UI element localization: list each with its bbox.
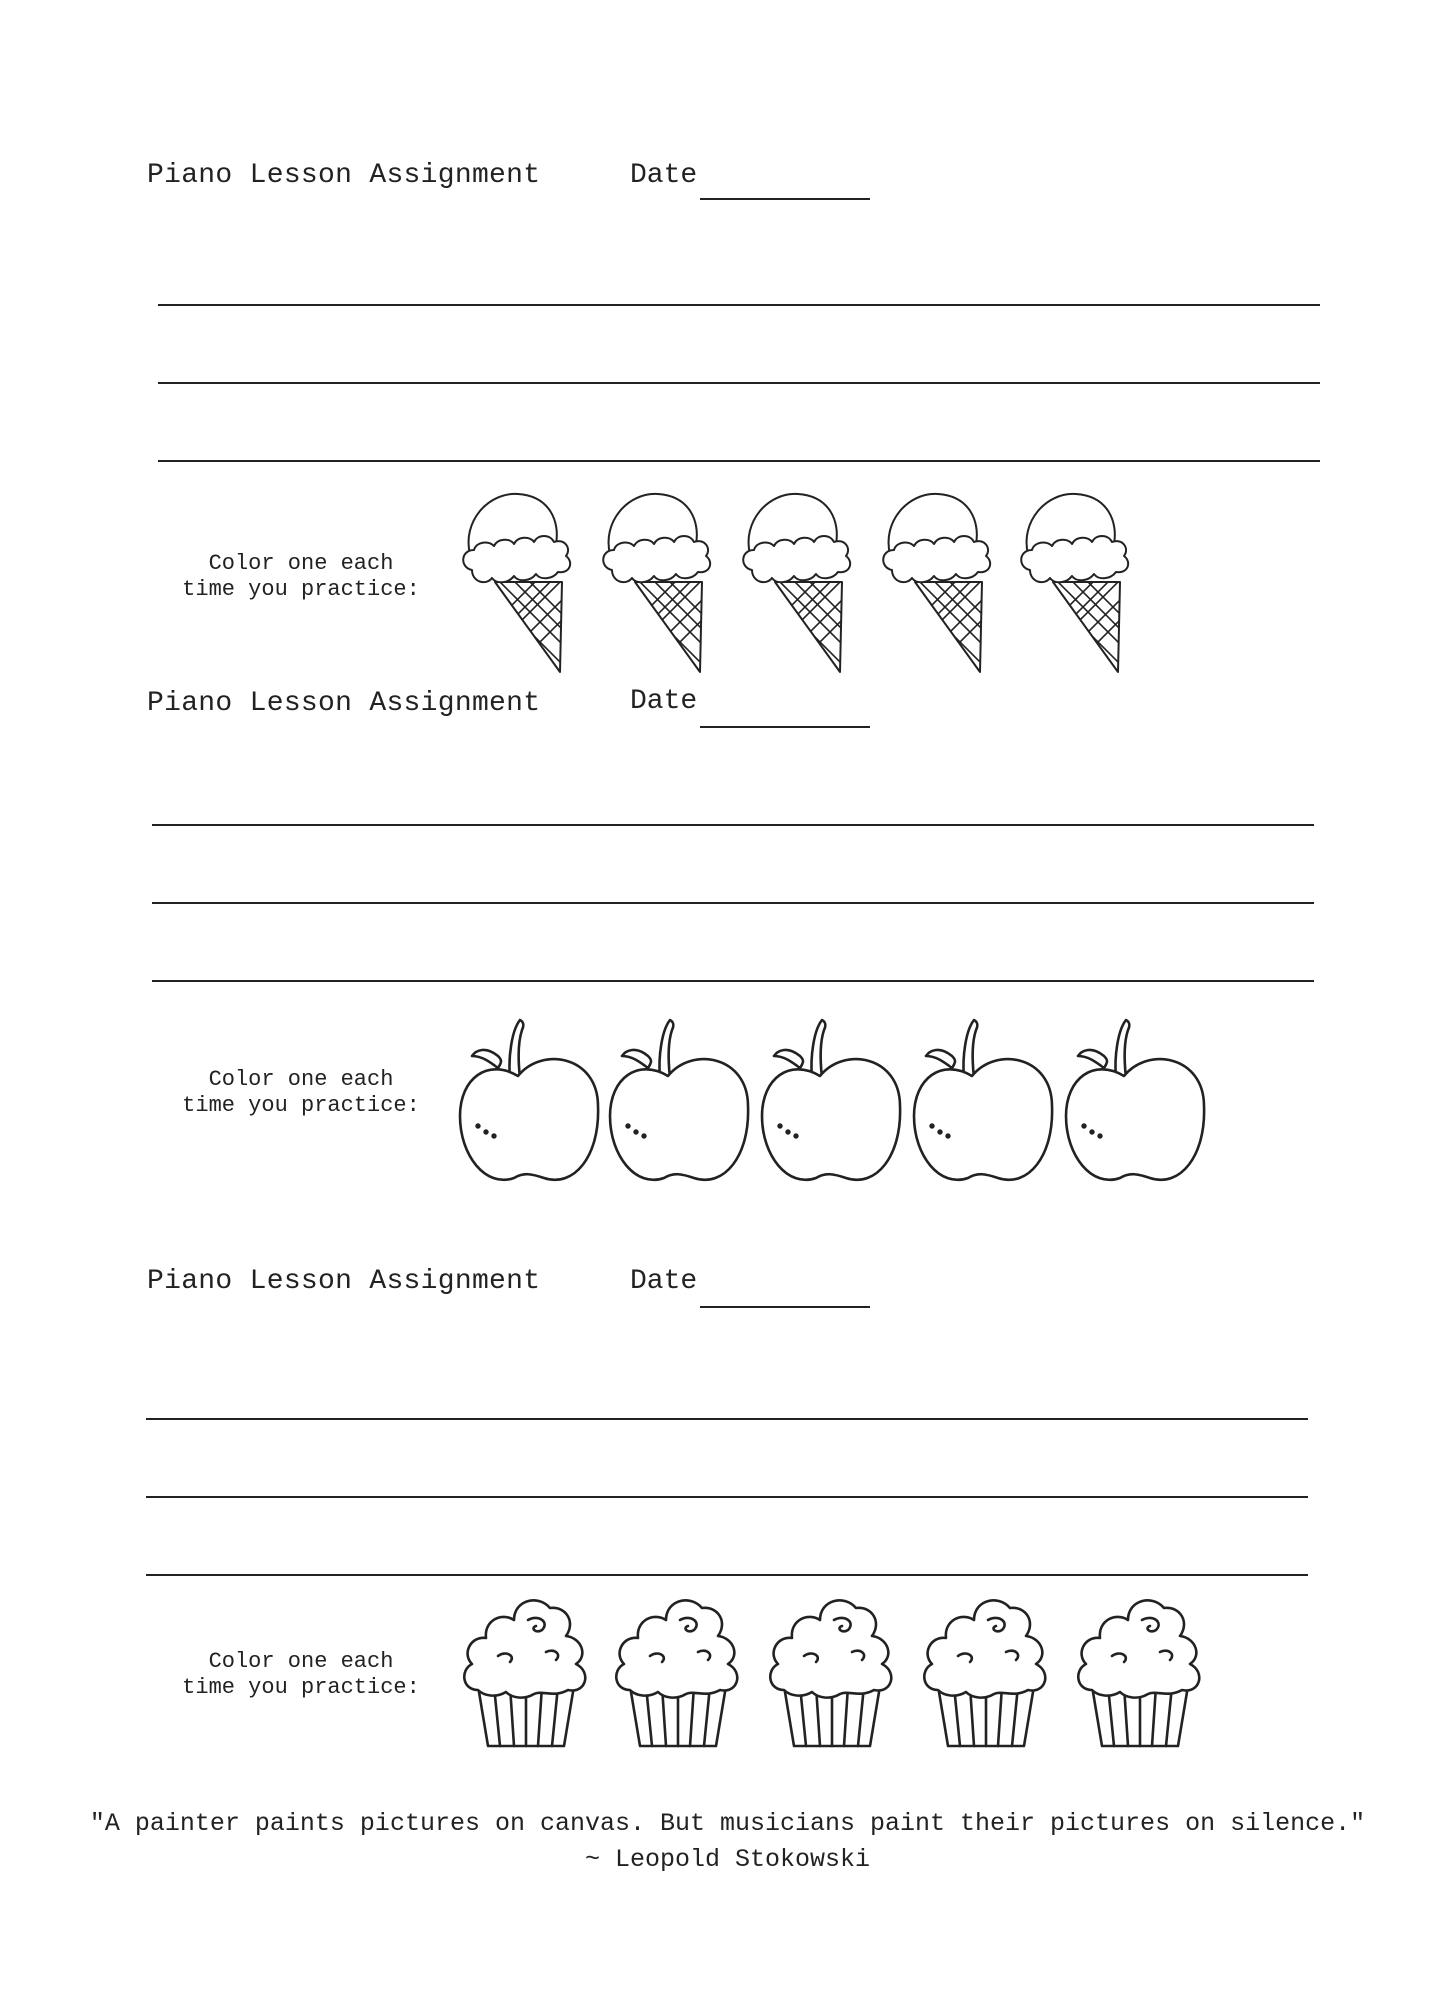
apple-icon[interactable] (608, 1016, 754, 1186)
ice-cream-cone-icon[interactable] (880, 492, 1000, 678)
assignment-line-1[interactable] (158, 304, 1320, 306)
section-title: Piano Lesson Assignment (147, 160, 541, 191)
assignment-line-3[interactable] (146, 1574, 1308, 1576)
date-blank-line[interactable] (700, 198, 870, 200)
date-blank-line[interactable] (700, 1306, 870, 1308)
ice-cream-cone-icon[interactable] (1018, 492, 1138, 678)
assignment-line-2[interactable] (152, 902, 1314, 904)
cupcake-icon[interactable] (764, 1590, 900, 1750)
assignment-line-3[interactable] (158, 460, 1320, 462)
quote-block (0, 1806, 1455, 1878)
cupcake-icon[interactable] (610, 1590, 746, 1750)
date-label: Date (630, 160, 698, 191)
practice-prompt (176, 551, 426, 603)
ice-cream-cone-icon[interactable] (460, 492, 580, 678)
date-blank-line[interactable] (700, 726, 870, 728)
assignment-line-2[interactable] (146, 1496, 1308, 1498)
date-label: Date (630, 1266, 698, 1297)
assignment-line-2[interactable] (158, 382, 1320, 384)
quote-text: "A painter paints pictures on canvas. But musicians paint their pictures on silence." (89, 1809, 1366, 1838)
prompt-line-2: time you practice: (182, 1675, 420, 1700)
prompt-line-1: Color one each (208, 551, 394, 576)
practice-prompt (176, 1067, 426, 1119)
assignment-line-3[interactable] (152, 980, 1314, 982)
section-title: Piano Lesson Assignment (147, 1266, 541, 1297)
assignment-line-1[interactable] (152, 824, 1314, 826)
apple-icon[interactable] (1064, 1016, 1210, 1186)
quote-author: ~ Leopold Stokowski (584, 1845, 871, 1874)
ice-cream-cone-icon[interactable] (600, 492, 720, 678)
prompt-line-2: time you practice: (182, 577, 420, 602)
prompt-line-2: time you practice: (182, 1093, 420, 1118)
date-label: Date (630, 686, 698, 717)
apple-icon[interactable] (458, 1016, 604, 1186)
ice-cream-cone-icon[interactable] (740, 492, 860, 678)
prompt-line-1: Color one each (208, 1649, 394, 1674)
cupcake-icon[interactable] (458, 1590, 594, 1750)
assignment-line-1[interactable] (146, 1418, 1308, 1420)
prompt-line-1: Color one each (208, 1067, 394, 1092)
cupcake-icon[interactable] (1072, 1590, 1208, 1750)
apple-icon[interactable] (760, 1016, 906, 1186)
apple-icon[interactable] (912, 1016, 1058, 1186)
cupcake-icon[interactable] (918, 1590, 1054, 1750)
section-title: Piano Lesson Assignment (147, 688, 541, 719)
practice-prompt (176, 1649, 426, 1701)
